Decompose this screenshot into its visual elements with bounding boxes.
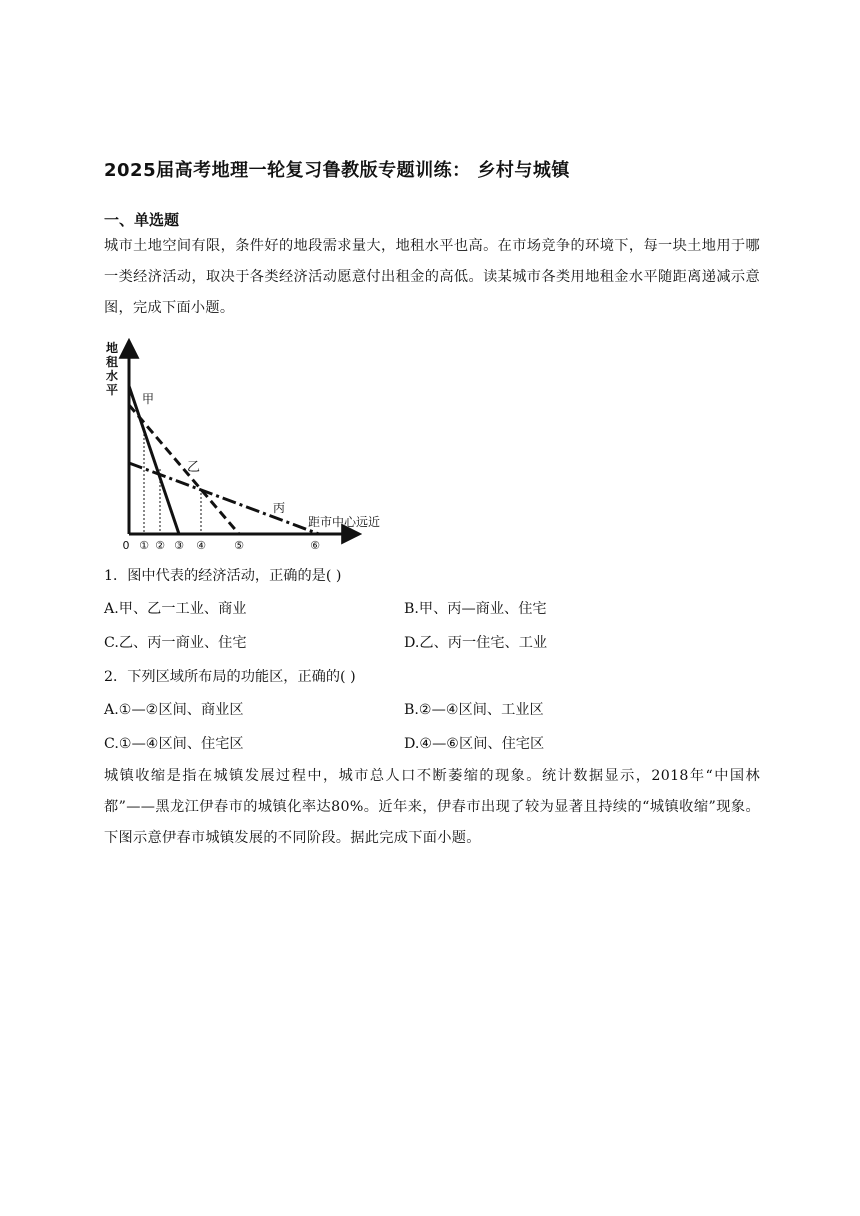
tick-6: ⑥ xyxy=(310,539,320,552)
question-2-stem: 2．下列区域所布局的功能区，正确的( ) xyxy=(104,669,356,685)
svg-text:地: 地 xyxy=(106,341,119,355)
svg-text:水: 水 xyxy=(106,369,119,383)
series-yi-line xyxy=(129,405,239,534)
q2-option-d[interactable]: D.④—⑥区间、住宅区 xyxy=(404,736,545,752)
series-bing-line xyxy=(129,463,319,534)
rent-distance-chart xyxy=(100,336,430,556)
svg-text:租: 租 xyxy=(106,355,119,369)
q1-option-b[interactable]: B.甲、丙—商业、住宅 xyxy=(404,601,547,617)
x-tick-labels xyxy=(123,539,321,552)
series-yi-label: 乙 xyxy=(187,460,201,475)
q2-option-c[interactable]: C.①—④区间、住宅区 xyxy=(104,736,244,752)
passage-1: 城市土地空间有限，条件好的地段需求量大，地租水平也高。在市场竞争的环境下，每一块土地用于哪一类经济活动，取决于各类经济活动愿意付出租金的高低。读某城市各类用地租金水平随距离递减示意图，完成下面小题。 xyxy=(104,238,760,316)
tick-4: ④ xyxy=(196,539,206,552)
x-axis-label: 距市中心远近 xyxy=(308,515,381,529)
tick-3: ③ xyxy=(174,539,184,552)
section-heading: 一、单选题 xyxy=(104,211,180,229)
series-jia-line xyxy=(129,386,179,534)
q1-option-c[interactable]: C.乙、丙一商业、住宅 xyxy=(104,635,247,651)
series-jia-label: 甲 xyxy=(142,392,155,406)
tick-2: ② xyxy=(155,539,165,552)
tick-5: ⑤ xyxy=(234,539,244,552)
page-title: 2025届高考地理一轮复习鲁教版专题训练： 乡村与城镇 xyxy=(104,160,570,181)
passage-2: 城镇收缩是指在城镇发展过程中，城市总人口不断萎缩的现象。统计数据显示，2018年“中国林都”——黑龙江伊春市的城镇化率达80%。近年来，伊春市出现了较为显著且持续的“城镇收缩”现象。下图示意伊春市城镇发展的不同阶段。据此完成下面小题。 xyxy=(104,768,760,846)
tick-0: 0 xyxy=(122,539,130,552)
question-1-stem: 1．图中代表的经济活动，正确的是( ) xyxy=(104,568,342,584)
q2-option-b[interactable]: B.②—④区间、工业区 xyxy=(404,702,544,718)
y-axis-label xyxy=(106,340,119,397)
tick-1: ① xyxy=(139,539,149,552)
series-bing-label: 丙 xyxy=(273,501,286,515)
svg-text:平: 平 xyxy=(106,383,119,397)
q1-option-a[interactable]: A.甲、乙一工业、商业 xyxy=(104,601,247,617)
q2-option-a[interactable]: A.①—②区间、商业区 xyxy=(104,702,244,718)
q1-option-d[interactable]: D.乙、丙一住宅、工业 xyxy=(404,635,548,651)
